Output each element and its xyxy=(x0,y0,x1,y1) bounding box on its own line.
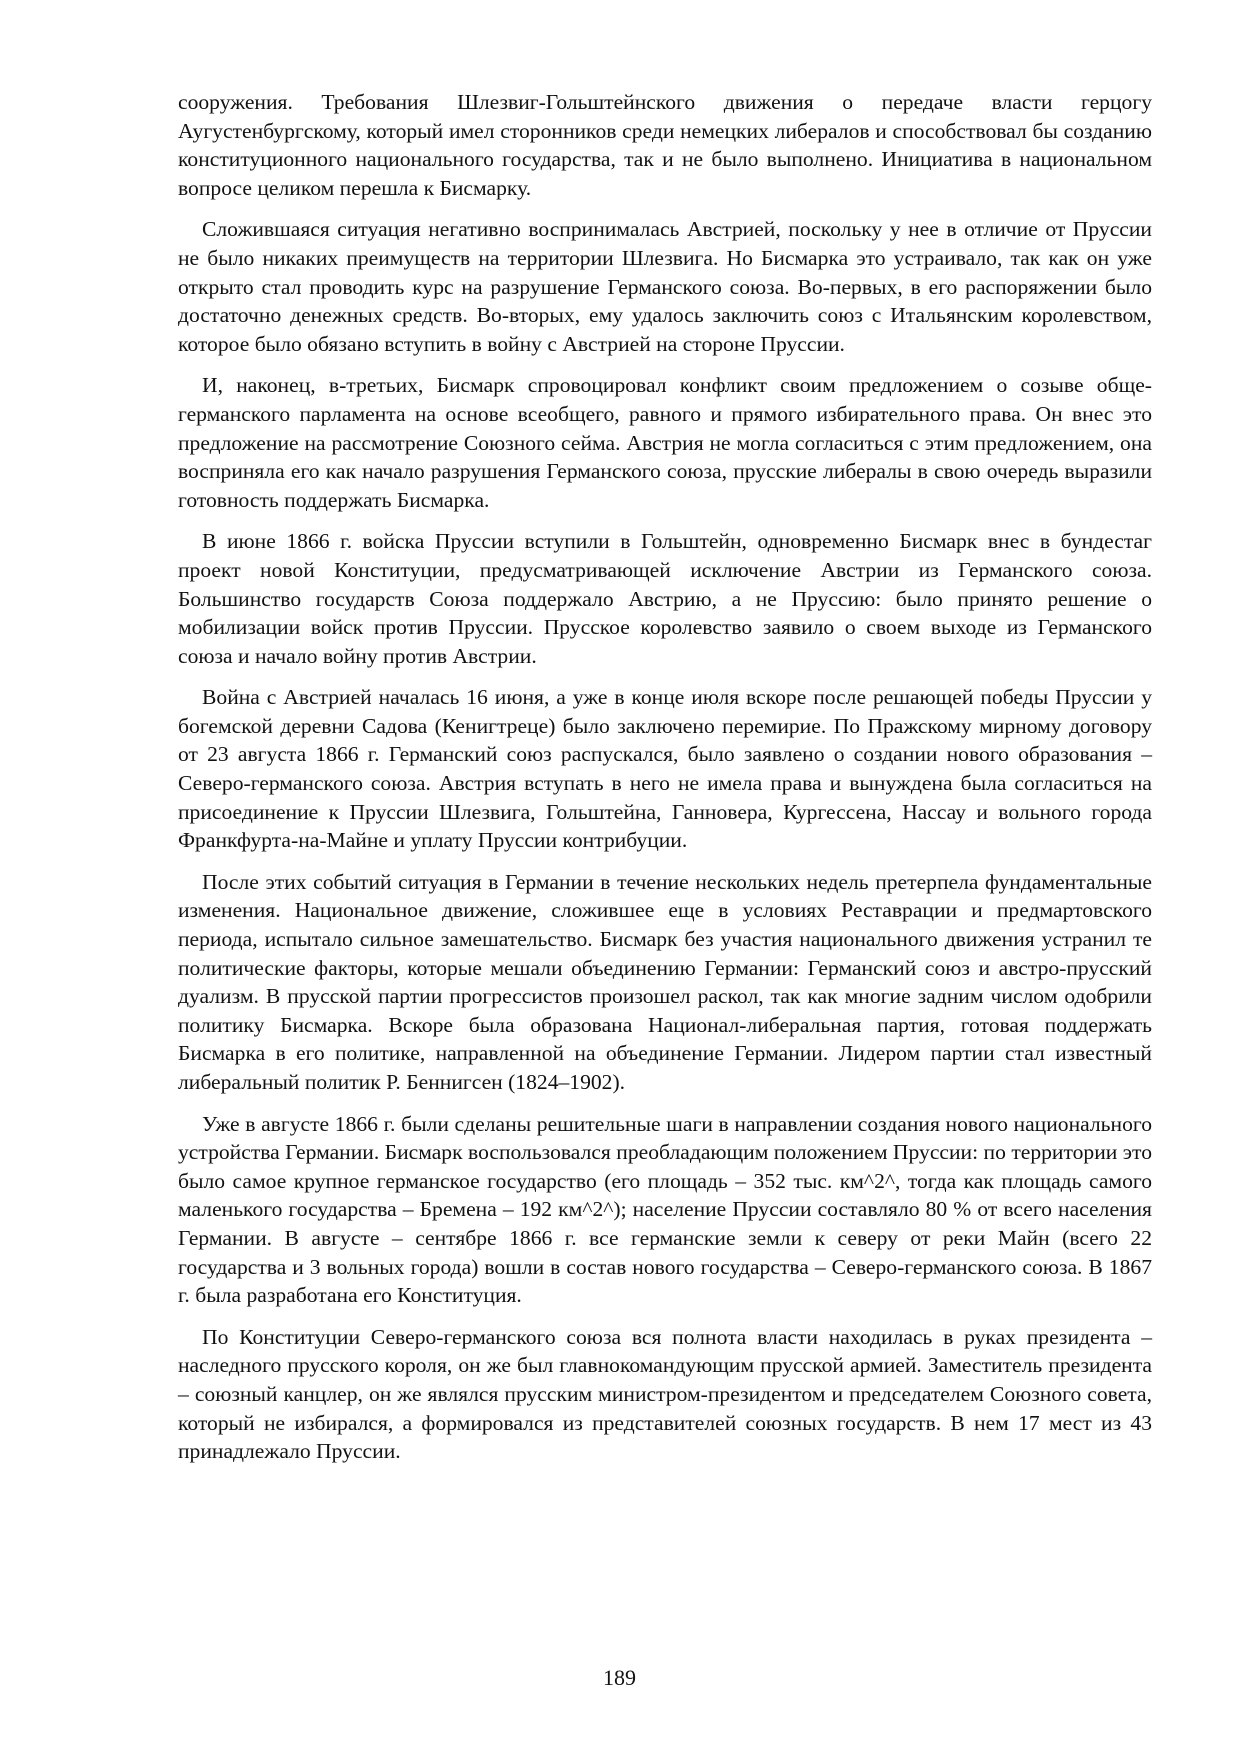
body-text xyxy=(178,88,1152,1479)
paragraph: Война с Австрией началась 16 июня, а уже в конце июля вскоре после решающей победы Пруссии у богемской деревни Садова (Кенигтреце) было заключено перемирие. По Пражскому мирному договору от 23 августа 1866 г. Германский союз распускался, было заявлено о создании нового образования – Северо-германского союза. Австрия вступать в него не имела права и вынуждена была согласиться на присоединение к Пруссии Шлезвига, Гольштейна, Ганновера, Кургессена, Нассау и вольного города Франкфурта-на-Майне и уплату Пруссии контрибуции. xyxy=(178,685,1152,853)
page-number: 189 xyxy=(603,1665,636,1690)
paragraph: Сложившаяся ситуация негативно воспринималась Австрией, поскольку у нее в отличие от Пруссии не было никаких преимуществ на территории Шлезвига. Но Бисмарка это устраивало, так как он уже открыто стал проводить курс на разрушение Германского союза. Во-первых, в его распоряжении было достаточно денежных средств. Во-вторых, ему удалось заключить союз с Итальянским королевством, которое было обязано вступить в войну с Австрией на стороне Пруссии. xyxy=(178,217,1152,356)
paragraph: В июне 1866 г. войска Пруссии вступили в Гольштейн, одновременно Бисмарк внес в бундестаг проект новой Конституции, предусматривающей исключение Австрии из Германского союза. Большинство государств Союза поддержало Австрию, а не Пруссию: было принято решение о мобилизации войск против Пруссии. Прусское королевство заявило о своем выходе из Германского союза и начало войну против Австрии. xyxy=(178,529,1152,668)
paragraph: После этих событий ситуация в Германии в течение нескольких недель претерпела фундаментальные изменения. Национальное движение, сложившее еще в условиях Реставрации и предмартовского периода, испытало сильное замешательство. Бисмарк без участия национального движения устранил те политические факторы, которые мешали объединению Германии: Германский союз и австро-прусский дуализм. В прусской партии прогрессистов произошел раскол, так как многие задним числом одобрили политику Бисмарка. Вскоре была образована Национал-либеральная партия, готовая поддержать Бисмарка в его политике, направленной на объединение Германии. Лидером партии стал известный либеральный политик Р. Беннигсен (1824–1902). xyxy=(178,869,1152,1094)
paragraph: Уже в августе 1866 г. были сделаны решительные шаги в направлении создания нового национального устройства Германии. Бисмарк воспользовался преобладающим положением Пруссии: по территории это было самое крупное германское государство (его площадь – 352 тыс. км^2^, тогда как площадь самого маленького государства – Бремена – 192 км^2^); население Пруссии составляло 80 % от всего населения Германии. В августе – сентябре 1866 г. все германские земли к северу от реки Майн (всего 22 государства и 3 вольных города) вошли в состав нового государства – Северо-германского союза. В 1867 г. была разработана его Конституция. xyxy=(178,1111,1152,1308)
paragraph: сооружения. Требования Шлезвиг-Гольштейнского движения о передаче власти герцогу Аугустенбургскому, который имел сторонников среди немецких либералов и способствовал бы созданию конституционного национального государства, так и не было выполнено. Инициатива в национальном вопросе целиком перешла к Бисмарку. xyxy=(178,90,1152,200)
paragraph: По Конституции Северо-германского союза вся полнота власти находилась в руках президента – наследного прусского короля, он же был главнокомандующим прусской армией. Заместитель президента – союзный канцлер, он же являлся прусским министром-президентом и председателем Союзного совета, который не избирался, а формировался из представителей союзных государств. В нем 17 мест из 43 принадлежало Пруссии. xyxy=(178,1324,1152,1464)
paragraph: И, наконец, в-третьих, Бисмарк спровоцировал конфликт своим предложением о созыве обще-германского парламента на основе всеобщего, равного и прямого избирательного права. Он внес это предложение на рассмотрение Союзного сейма. Австрия не могла согласиться с этим предложением, она восприняла его как начало разрушения Германского союза, прусские либералы в свою очередь выразили готовность поддержать Бисмарка. xyxy=(178,373,1152,512)
